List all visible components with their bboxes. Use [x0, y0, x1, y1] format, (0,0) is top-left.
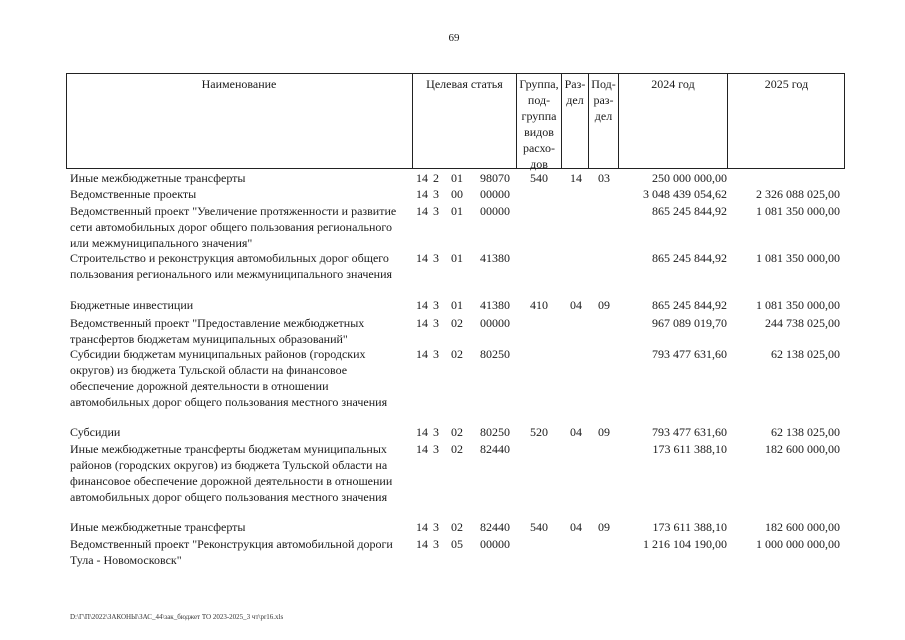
row-name: Ведомственные проекты — [70, 187, 197, 201]
row-code-type: 3 — [433, 537, 439, 551]
row-name: Ведомственный проект "Увеличение протяженности и развитие сети автомобильных дорог общего пользования регионального или межмуниципального значения" — [70, 204, 397, 250]
row-subsection: 03 — [598, 171, 610, 185]
row-amount-2025: 1 081 350 000,00 — [756, 251, 840, 265]
page-number: 69 — [448, 32, 460, 44]
row-code-direction: 00000 — [480, 187, 510, 201]
row-amount-2024: 865 245 844,92 — [652, 251, 727, 265]
row-amount-2024: 793 477 631,60 — [652, 425, 727, 439]
row-code-type: 2 — [433, 171, 439, 185]
header-name: Наименование — [201, 77, 277, 91]
row-code-program: 14 — [416, 442, 428, 456]
row-amount-2025: 2 326 088 025,00 — [756, 187, 840, 201]
row-code-direction: 41380 — [480, 251, 510, 265]
row-subsection: 09 — [598, 425, 610, 439]
row-amount-2024: 793 477 631,60 — [652, 347, 727, 361]
row-name: Ведомственный проект "Реконструкция автомобильной дороги Тула - Новомосковск" — [70, 537, 393, 567]
row-amount-2025: 62 138 025,00 — [771, 425, 840, 439]
row-code-direction: 98070 — [480, 171, 510, 185]
row-subsection: 09 — [598, 298, 610, 312]
row-code-direction: 80250 — [480, 347, 510, 361]
row-code-direction: 82440 — [480, 442, 510, 456]
row-code-item: 01 — [451, 204, 463, 218]
row-amount-2025: 182 600 000,00 — [765, 442, 840, 456]
row-code-type: 3 — [433, 520, 439, 534]
row-amount-2025: 244 738 025,00 — [765, 316, 840, 330]
row-code-type: 3 — [433, 204, 439, 218]
row-code-direction: 80250 — [480, 425, 510, 439]
row-code-direction: 41380 — [480, 298, 510, 312]
row-section: 04 — [570, 425, 582, 439]
row-code-item: 02 — [451, 316, 463, 330]
row-code-program: 14 — [416, 251, 428, 265]
row-code-type: 3 — [433, 251, 439, 265]
row-subsection: 09 — [598, 520, 610, 534]
row-group: 540 — [530, 520, 548, 534]
row-amount-2024: 250 000 000,00 — [652, 171, 727, 185]
row-code-item: 05 — [451, 537, 463, 551]
row-code-item: 00 — [451, 187, 463, 201]
row-code-type: 3 — [433, 347, 439, 361]
row-name: Субсидии — [70, 425, 121, 439]
row-amount-2025: 62 138 025,00 — [771, 347, 840, 361]
header-subsection: Под- раз- дел — [591, 77, 616, 123]
row-amount-2025: 1 081 350 000,00 — [756, 204, 840, 218]
row-amount-2024: 3 048 439 054,62 — [643, 187, 727, 201]
row-amount-2024: 967 089 019,70 — [652, 316, 727, 330]
row-section: 04 — [570, 520, 582, 534]
row-name: Строительство и реконструкция автомобильных дорог общего пользования регионального или межмуниципального значения — [70, 251, 393, 281]
row-section: 04 — [570, 298, 582, 312]
row-code-item: 01 — [451, 298, 463, 312]
row-code-item: 01 — [451, 171, 463, 185]
row-name: Иные межбюджетные трансферты — [70, 520, 246, 534]
header-expense-group: Группа, под- группа видов расхо- дов — [519, 77, 559, 171]
row-code-type: 3 — [433, 187, 439, 201]
row-amount-2024: 865 245 844,92 — [652, 298, 727, 312]
row-name: Иные межбюджетные трансферты — [70, 171, 246, 185]
header-year-2025: 2025 год — [764, 77, 809, 91]
row-section: 14 — [570, 171, 582, 185]
row-amount-2024: 865 245 844,92 — [652, 204, 727, 218]
header-target-article: Целевая статья — [426, 77, 503, 91]
row-name: Ведомственный проект "Предоставление межбюджетных трансфертов бюджетам муниципальных образований" — [70, 316, 365, 346]
row-code-direction: 00000 — [480, 204, 510, 218]
row-code-type: 3 — [433, 316, 439, 330]
row-code-program: 14 — [416, 425, 428, 439]
row-group: 410 — [530, 298, 548, 312]
row-code-program: 14 — [416, 520, 428, 534]
row-code-program: 14 — [416, 316, 428, 330]
row-code-item: 02 — [451, 520, 463, 534]
row-code-type: 3 — [433, 442, 439, 456]
row-code-direction: 82440 — [480, 520, 510, 534]
row-amount-2025: 182 600 000,00 — [765, 520, 840, 534]
row-code-type: 3 — [433, 298, 439, 312]
row-amount-2024: 173 611 388,10 — [652, 442, 727, 456]
row-amount-2025: 1 081 350 000,00 — [756, 298, 840, 312]
row-code-program: 14 — [416, 347, 428, 361]
row-group: 540 — [530, 171, 548, 185]
row-code-item: 02 — [451, 425, 463, 439]
row-code-item: 01 — [451, 251, 463, 265]
header-year-2024: 2024 год — [651, 77, 695, 91]
row-name: Бюджетные инвестиции — [70, 298, 194, 312]
row-amount-2024: 1 216 104 190,00 — [643, 537, 727, 551]
row-group: 520 — [530, 425, 548, 439]
row-code-program: 14 — [416, 171, 428, 185]
row-code-type: 3 — [433, 425, 439, 439]
row-code-program: 14 — [416, 537, 428, 551]
row-name: Субсидии бюджетам муниципальных районов (городских округов) из бюджета Тульской области на финансовое обеспечение дорожной деятельности в отношении автомобильных дорог общего пользования местного значения — [70, 347, 388, 409]
row-code-program: 14 — [416, 204, 428, 218]
row-code-direction: 00000 — [480, 316, 510, 330]
file-path-footer: D:\Г\П\2022\ЗАКОНЫ\ЗАС_44\зак_бюджет ТО 2023-2025_3 чт\pr16.xls — [70, 613, 284, 621]
row-code-program: 14 — [416, 187, 428, 201]
row-code-program: 14 — [416, 298, 428, 312]
row-name: Иные межбюджетные трансферты бюджетам муниципальных районов (городских округов) из бюджета Тульской области на финансовое обеспечение дорожной деятельности в отношении автомобильных дорог общего пользования местного значения — [70, 442, 393, 504]
row-amount-2025: 1 000 000 000,00 — [756, 537, 840, 551]
row-code-item: 02 — [451, 442, 463, 456]
header-section: Раз- дел — [564, 77, 586, 107]
row-amount-2024: 173 611 388,10 — [652, 520, 727, 534]
row-code-direction: 00000 — [480, 537, 510, 551]
row-code-item: 02 — [451, 347, 463, 361]
